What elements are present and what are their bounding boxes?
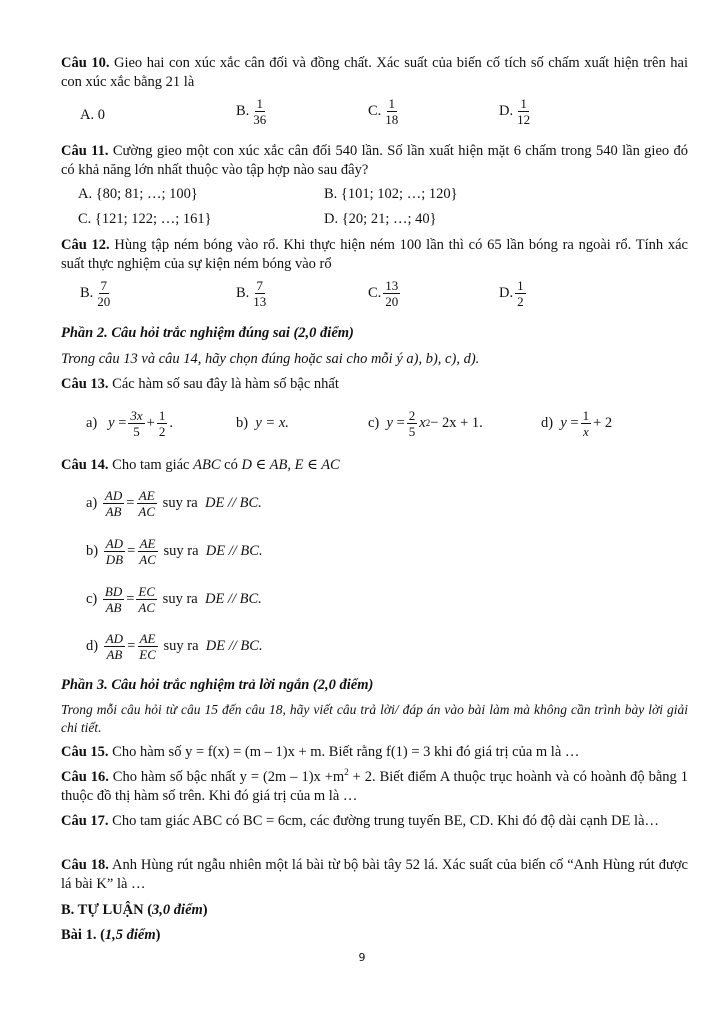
item-d: d) y = $\frac{1}{x}$ + 2 [541,407,613,439]
part-2-title: Phần 2. Câu hỏi trắc nghiệm đúng sai (2,0 điểm) [61,325,354,341]
question-13-items [0,404,724,444]
item-c: c) y = $\frac{2}{5}$ x 2 − 2x + 1. [368,407,483,439]
item-a: a) y = $\frac{3x}{5}$ + $\frac{1}{2}$ . [86,407,173,439]
part-3-instruction: Trong mỗi câu hỏi từ câu 15 đến câu 18, hãy viết câu trả lời/ đáp án vào bài làm mà không cần trình bày lời giải chi tiết. [61,702,688,735]
section-b-title: B. TỰ LUẬN (3,0 điểm) [61,902,208,918]
item-b: b) y = x. [236,414,289,431]
question-15: Câu 15. Cho hàm số y = f(x) = (m – 1)x + m. Biết rằng f(1) = 3 khi đó giá trị của m là … [61,744,580,760]
bai-1-title: Bài 1. (1,5 điểm) [61,927,161,943]
question-12: Câu 12. Hùng tập ném bóng vào rổ. Khi thực hiện ném 100 lần thì có 65 lần bóng ra ngoài rổ. Tính xác suất thực nghiệm của sự kiện ném bóng vào rổ [61,237,688,272]
question-18: Câu 18. Anh Hùng rút ngẫu nhiên một lá bài từ bộ bài tây 52 lá. Xác suất của biến cố “Anh Hùng rút được lá bài K” là … [61,857,688,892]
option-2: B. $\frac{7}{13}$ [236,278,267,309]
question-11: Câu 11. Cường gieo một con xúc xắc cân đối 540 lần. Số lần xuất hiện mặt 6 chấm trong 540 lần gieo đó có khả năng lớn nhất thuộc vào tập hợp nào sau đây? [61,143,688,178]
option-d: D. {20; 21; …; 40} [324,211,437,227]
question-12-options [0,278,724,318]
question-16: Câu 16. Cho hàm số bậc nhất $y = (2m - 1)x +m^2 + 2$. Biết điểm A thuộc trục hoành và có hoành độ bằng 1 thuộc đồ thị hàm số trên. Khi đó giá trị của m là … [61,767,688,804]
page-number: 9 [358,951,366,964]
question-14-item-d: d) $\frac{AD}{AB}$ = $\frac{AE}{EC}$ suy ra DE // BC. [86,630,263,662]
option-b: B. $\frac{1}{36}$ [236,96,267,127]
option-c: C. $\frac{1}{18}$ [368,96,399,127]
option-a: A. 0 [80,107,105,123]
option-3: C. $\frac{13}{20}$ [368,278,399,309]
question-14-item-c: c) $\frac{BD}{AB}$ = $\frac{EC}{AC}$ suy ra DE // BC. [86,583,262,615]
option-a: A. {80; 81; …; 100} [78,186,198,202]
question-text: Gieo hai con xúc xắc cân đối và đồng chất. Xác suất của biến cố tích số chấm xuất hiện trên hai con xúc xắc bằng 21 là [61,55,688,90]
question-10 [61,54,688,92]
option-d: D. $\frac{1}{12}$ [499,96,531,127]
option-b: B. {101; 102; …; 120} [324,186,458,202]
question-13: Câu 13. Các hàm số sau đây là hàm số bậc nhất [61,376,339,392]
option-1: B. $\frac{7}{20}$ [80,278,111,309]
question-10-options [0,96,724,136]
question-14-item-b: b) $\frac{AD}{DB}$ = $\frac{AE}{AC}$ suy ra DE // BC. [86,535,263,567]
option-4: D. $\frac{1}{2}$ [499,278,524,309]
question-17: Câu 17. Cho tam giác ABC có BC = 6cm, các đường trung tuyến BE, CD. Khi đó độ dài cạnh DE là… [61,813,660,829]
part-3-title: Phần 3. Câu hỏi trắc nghiệm trả lời ngắn (2,0 điểm) [61,677,374,693]
question-label: Câu 10. [61,55,110,71]
option-c: C. {121; 122; …; 161} [78,211,212,227]
question-14-item-a: a) $\frac{AD}{AB}$ = $\frac{AE}{AC}$ suy ra DE // BC. [86,487,262,519]
part-2-instruction: Trong câu 13 và câu 14, hãy chọn đúng hoặc sai cho mỗi ý a), b), c), d). [61,351,480,367]
question-14: Câu 14. Cho tam giác ABC có D ∈ AB, E ∈ AC [61,457,340,473]
